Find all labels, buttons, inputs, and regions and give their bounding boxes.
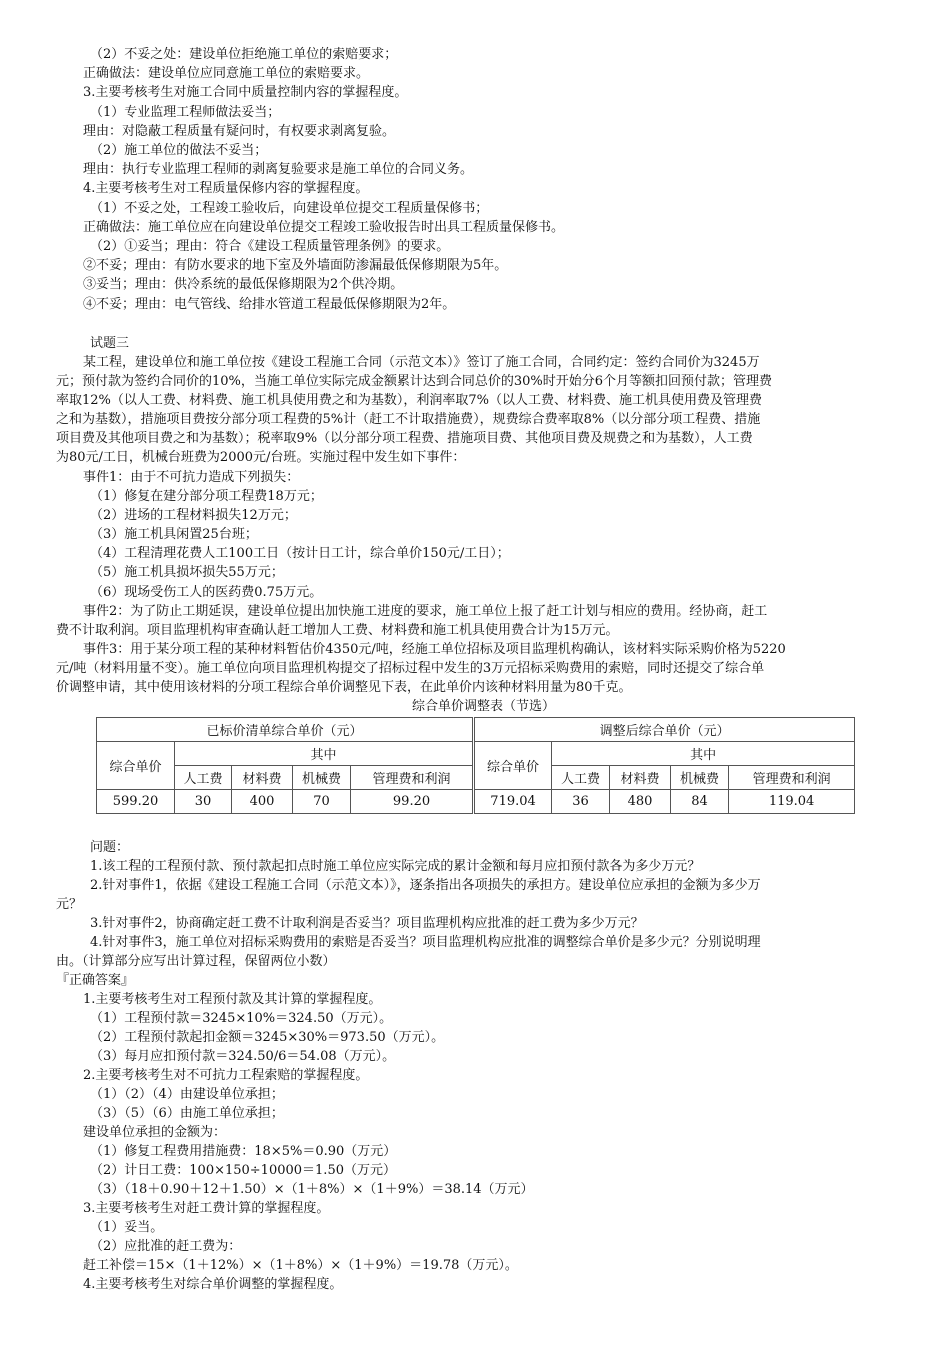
event-line: 事件1：由于不可抗力造成下列损失：: [83, 470, 300, 485]
table-header-cell: 人工费: [175, 766, 232, 790]
table-row: [97, 790, 855, 814]
table-cell: 119.04: [729, 790, 855, 814]
table-header-cell: 材料费: [232, 766, 293, 790]
table-header-cell: 机械费: [671, 766, 729, 790]
question-body-line: 元；预付款为签约合同价的10%，当施工单位实际完成金额累计达到合同总价的30%时开始分6个月等额扣回预付款；管理费: [56, 374, 773, 389]
unit-price-adjustment-table: [96, 717, 855, 814]
answer-line: 3.主要考核考生对赶工费计算的掌握程度。: [83, 1201, 330, 1216]
answer-line: 正确做法：施工单位应在向建设单位提交工程竣工验收报告时出具工程质量保修书。: [83, 220, 565, 235]
table-caption: 综合单价调整表（节选）: [412, 699, 556, 714]
table-header-cell: 其中: [552, 742, 855, 766]
answer-line: （2）施工单位的做法不妥当；: [90, 143, 268, 158]
event-line: 价调整申请，其中使用该材料的分项工程综合单价调整见下表，在此单价内该种材料用量为80千克。: [56, 680, 632, 695]
table-group-header: 调整后综合单价（元）: [474, 718, 855, 742]
event-line: （5）施工机具损坏损失55万元；: [90, 565, 284, 580]
event-line: （1）修复在建分部分项工程费18万元；: [90, 489, 323, 504]
question-title: 试题三: [90, 336, 130, 351]
answer-line: （3）（5）（6）由施工单位承担；: [90, 1106, 284, 1121]
question-line: 4.针对事件3，施工单位对招标采购费用的索赔是否妥当？项目监理机构应批准的调整综合单价是多少元？分别说明理: [90, 935, 761, 950]
answer-line: （1）专业监理工程师做法妥当；: [90, 105, 281, 120]
answer-line: （3）（18＋0.90＋12＋1.50）×（1＋8%）×（1＋9%）＝38.14（万元）: [90, 1182, 534, 1197]
questions-title: 问题：: [90, 840, 130, 855]
question-line: 由。（计算部分应写出计算过程，保留两位小数）: [56, 954, 336, 969]
table-header-cell: 综合单价: [97, 742, 175, 790]
table-header-cell: 管理费和利润: [351, 766, 474, 790]
event-line: （4）工程清理花费人工100工日（按计日工计，综合单价150元/工日）；: [90, 546, 510, 561]
table-cell: 599.20: [97, 790, 175, 814]
question-line: 1.该工程的工程预付款、预付款起扣点时施工单位应实际完成的累计金额和每月应扣预付款各为多少万元？: [90, 859, 701, 874]
table-header-cell: 其中: [175, 742, 474, 766]
question-line: 3.针对事件2，协商确定赶工费不计取利润是否妥当？项目监理机构应批准的赶工费为多少万元？: [90, 916, 644, 931]
table-header-cell: 机械费: [293, 766, 351, 790]
table-header-row: [97, 718, 855, 742]
event-line: （2）进场的工程材料损失12万元；: [90, 508, 297, 523]
answer-line: （2）应批准的赶工费为：: [90, 1239, 242, 1254]
table-cell: 480: [610, 790, 671, 814]
question-body-line: 之和为基数），措施项目费按分部分项工程费的5%计（赶工不计取措施费），规费综合费率取8%（以分部分项工程费、措施: [56, 412, 761, 427]
answer-line: 3.主要考核考生对施工合同中质量控制内容的掌握程度。: [83, 85, 408, 100]
answer-line: 理由：对隐蔽工程质量有疑问时，有权要求剥离复验。: [83, 124, 396, 139]
answer-line: 赶工补偿＝15×（1＋12%）×（1＋8%）×（1＋9%）＝19.78（万元）。: [83, 1258, 518, 1273]
table-cell: 36: [552, 790, 610, 814]
answer-line: 2.主要考核考生对不可抗力工程索赔的掌握程度。: [83, 1068, 369, 1083]
table-cell: 84: [671, 790, 729, 814]
answer-line: 理由：执行专业监理工程师的剥离复验要求是施工单位的合同义务。: [83, 162, 474, 177]
answer-line: ④不妥；理由：电气管线、给排水管道工程最低保修期限为2年。: [83, 297, 456, 312]
event-line: 费不计取利润。项目监理机构审查确认赶工增加人工费、材料费和施工机具使用费合计为15万元。: [56, 623, 619, 638]
answer-line: （1）妥当。: [90, 1220, 164, 1235]
table-cell: 99.20: [351, 790, 474, 814]
answer-line: （2）不妥之处：建设单位拒绝施工单位的索赔要求；: [90, 47, 398, 62]
question-body-line: 项目费及其他项目费之和为基数）；税率取9%（以分部分项工程费、措施项目费、其他项目费及规费之和为基数），人工费: [56, 431, 753, 446]
table-cell: 719.04: [474, 790, 552, 814]
question-body-line: 率取12%（以人工费、材料费、施工机具使用费之和为基数），利润率取7%（以人工费、材料费、施工机具使用费及管理费: [56, 393, 763, 408]
answer-line: （1）修复工程费用措施费：18×5%＝0.90（万元）: [90, 1144, 397, 1159]
answer-line: 正确做法：建设单位应同意施工单位的索赔要求。: [83, 66, 370, 81]
table-header-cell: 综合单价: [474, 742, 552, 790]
answer-line: （1）（2）（4）由建设单位承担；: [90, 1087, 284, 1102]
table-cell: 30: [175, 790, 232, 814]
answer-line: （2）计日工费：100×150÷10000＝1.50（万元）: [90, 1163, 396, 1178]
table-header-row: [97, 742, 855, 766]
table-header-cell: 管理费和利润: [729, 766, 855, 790]
table-header-cell: 材料费: [610, 766, 671, 790]
event-line: （3）施工机具闲置25台班；: [90, 527, 258, 542]
answer-line: 1.主要考核考生对工程预付款及其计算的掌握程度。: [83, 992, 382, 1007]
answer-line: 4.主要考核考生对综合单价调整的掌握程度。: [83, 1277, 343, 1292]
answer-line: （2）①妥当；理由：符合《建设工程质量管理条例》的要求。: [90, 239, 450, 254]
answer-title: 『正确答案』: [56, 973, 135, 988]
table-cell: 70: [293, 790, 351, 814]
answer-line: 建设单位承担的金额为：: [83, 1125, 227, 1140]
event-line: 元/吨（材料用量不变）。施工单位向项目监理机构提交了招标过程中发生的3万元招标采购费用的索赔，同时还提交了综合单: [56, 661, 765, 676]
answer-line: ②不妥；理由：有防水要求的地下室及外墙面防渗漏最低保修期限为5年。: [83, 258, 508, 273]
table-cell: 400: [232, 790, 293, 814]
answer-line: （2）工程预付款起扣金额＝3245×30%＝973.50（万元）。: [90, 1030, 445, 1045]
table-header-cell: 人工费: [552, 766, 610, 790]
answer-line: ③妥当；理由：供冷系统的最低保修期限为2个供冷期。: [83, 277, 404, 292]
event-line: （6）现场受伤工人的医药费0.75万元。: [90, 585, 323, 600]
question-line: 元？: [56, 897, 83, 912]
question-line: 2.针对事件1，依据《建设工程施工合同（示范文本）》，逐条指出各项损失的承担方。建设单位应承担的金额为多少万: [90, 878, 761, 893]
answer-line: 4.主要考核考生对工程质量保修内容的掌握程度。: [83, 181, 369, 196]
event-line: 事件3：用于某分项工程的某种材料暂估价4350元/吨，经施工单位招标及项目监理机构确认，该材料实际采购价格为5220: [83, 642, 786, 657]
answer-line: （3）每月应扣预付款＝324.50/6＝54.08（万元）。: [90, 1049, 396, 1064]
question-body-line: 为80元/工日，机械台班费为2000元/台班。实施过程中发生如下事件：: [56, 450, 466, 465]
table-group-header: 已标价清单综合单价（元）: [97, 718, 474, 742]
event-line: 事件2：为了防止工期延误，建设单位提出加快施工进度的要求，施工单位上报了赶工计划与相应的费用。经协商，赶工: [83, 604, 768, 619]
question-body-line: 某工程，建设单位和施工单位按《建设工程施工合同（示范文本）》签订了施工合同，合同约定：签约合同价为3245万: [83, 355, 760, 370]
answer-line: （1）工程预付款＝3245×10%＝324.50（万元）。: [90, 1011, 393, 1026]
answer-line: （1）不妥之处，工程竣工验收后，向建设单位提交工程质量保修书；: [90, 201, 489, 216]
